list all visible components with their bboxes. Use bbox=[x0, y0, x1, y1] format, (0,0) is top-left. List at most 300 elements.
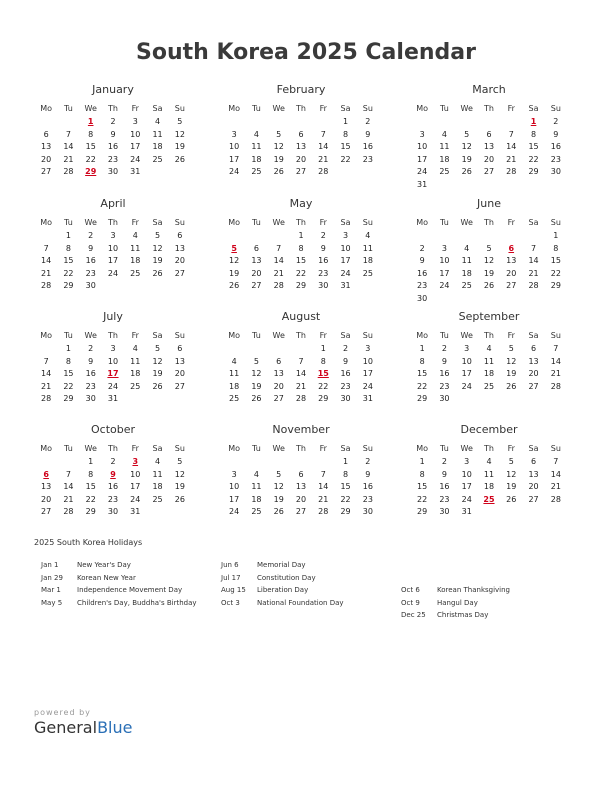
day-cell[interactable]: 22 bbox=[85, 494, 96, 504]
day-cell[interactable]: 26 bbox=[483, 281, 495, 290]
day-cell[interactable]: 11 bbox=[130, 243, 141, 253]
day-cell[interactable]: 11 bbox=[152, 129, 163, 139]
day-cell[interactable]: 31 bbox=[130, 167, 141, 176]
day-cell[interactable]: 6 bbox=[253, 243, 259, 253]
day-cell[interactable]: 15 bbox=[340, 142, 351, 151]
day-cell[interactable]: 9 bbox=[365, 129, 371, 139]
day-cell[interactable]: 16 bbox=[85, 256, 96, 265]
day-cell[interactable]: 13 bbox=[41, 482, 52, 491]
day-cell[interactable]: 28 bbox=[528, 281, 539, 290]
day-cell[interactable]: 10 bbox=[229, 142, 240, 151]
day-cell[interactable]: 12 bbox=[229, 256, 240, 265]
day-cell[interactable]: 12 bbox=[174, 469, 185, 479]
day-cell[interactable]: 25 bbox=[152, 154, 163, 164]
day-cell[interactable]: 19 bbox=[229, 268, 240, 278]
day-cell[interactable]: 3 bbox=[441, 243, 447, 253]
day-cell[interactable]: 16 bbox=[318, 256, 329, 265]
day-cell[interactable]: 28 bbox=[63, 507, 74, 516]
day-cell[interactable]: 30 bbox=[439, 394, 450, 403]
day-cell[interactable]: 9 bbox=[441, 469, 447, 479]
day-cell[interactable]: 21 bbox=[550, 369, 561, 378]
day-cell[interactable]: 29 bbox=[417, 394, 428, 403]
day-cell[interactable]: 3 bbox=[132, 117, 138, 126]
day-cell[interactable]: 13 bbox=[273, 369, 284, 378]
day-cell[interactable]: 8 bbox=[88, 469, 94, 479]
day-cell[interactable]: 23 bbox=[107, 494, 119, 504]
day-cell[interactable]: 27 bbox=[174, 268, 185, 278]
day-cell[interactable]: 30 bbox=[417, 293, 428, 303]
day-cell[interactable]: 22 bbox=[63, 381, 74, 391]
day-cell[interactable]: 28 bbox=[41, 394, 52, 403]
day-cell[interactable]: 23 bbox=[85, 268, 96, 278]
day-cell[interactable]: 6 bbox=[486, 129, 492, 139]
day-cell[interactable]: 18 bbox=[130, 369, 141, 378]
day-cell[interactable]: 25 bbox=[483, 381, 495, 391]
day-cell[interactable]: 10 bbox=[130, 469, 141, 479]
day-cell[interactable]: 3 bbox=[231, 129, 237, 139]
day-cell[interactable]: 29 bbox=[340, 507, 351, 516]
day-cell[interactable]: 20 bbox=[41, 494, 52, 504]
day-cell[interactable]: 22 bbox=[417, 494, 428, 504]
day-cell[interactable]: 11 bbox=[461, 256, 472, 265]
day-cell[interactable]: 23 bbox=[107, 154, 119, 164]
day-cell[interactable]: 30 bbox=[362, 507, 373, 516]
day-cell[interactable]: 26 bbox=[506, 381, 517, 391]
day-cell[interactable]: 17 bbox=[130, 482, 141, 491]
day-cell[interactable]: 11 bbox=[229, 369, 240, 378]
day-cell[interactable]: 19 bbox=[251, 381, 262, 391]
day-cell[interactable]: 21 bbox=[506, 154, 517, 164]
day-cell[interactable]: 14 bbox=[41, 256, 52, 265]
day-cell[interactable]: 12 bbox=[461, 142, 472, 151]
day-cell[interactable]: 20 bbox=[41, 154, 52, 164]
holiday-day-cell[interactable]: 1 bbox=[87, 117, 94, 126]
day-cell[interactable]: 30 bbox=[107, 507, 119, 516]
day-cell[interactable]: 26 bbox=[174, 154, 185, 164]
day-cell[interactable]: 20 bbox=[528, 482, 539, 491]
day-cell[interactable]: 26 bbox=[152, 268, 163, 278]
day-cell[interactable]: 23 bbox=[85, 381, 96, 391]
day-cell[interactable]: 21 bbox=[295, 381, 307, 391]
generalblue-logo[interactable] bbox=[34, 708, 132, 737]
day-cell[interactable]: 3 bbox=[365, 344, 371, 353]
day-cell[interactable]: 13 bbox=[528, 356, 539, 366]
day-cell[interactable]: 27 bbox=[174, 381, 185, 391]
day-cell[interactable]: 8 bbox=[419, 356, 425, 366]
day-cell[interactable]: 11 bbox=[251, 482, 262, 491]
holiday-day-cell[interactable]: 15 bbox=[317, 369, 329, 378]
day-cell[interactable]: 7 bbox=[531, 243, 537, 253]
day-cell[interactable]: 18 bbox=[483, 482, 495, 491]
day-cell[interactable]: 14 bbox=[63, 142, 74, 151]
day-cell[interactable]: 18 bbox=[152, 142, 163, 151]
day-cell[interactable]: 3 bbox=[343, 231, 349, 240]
day-cell[interactable]: 15 bbox=[63, 369, 74, 378]
holiday-day-cell[interactable]: 3 bbox=[132, 457, 139, 466]
day-cell[interactable]: 27 bbox=[295, 507, 307, 516]
day-cell[interactable]: 13 bbox=[295, 482, 307, 491]
day-cell[interactable]: 23 bbox=[318, 268, 329, 278]
day-cell[interactable]: 27 bbox=[251, 281, 262, 290]
day-cell[interactable]: 13 bbox=[528, 469, 539, 479]
day-cell[interactable]: 19 bbox=[461, 154, 472, 164]
day-cell[interactable]: 3 bbox=[110, 344, 116, 353]
day-cell[interactable]: 20 bbox=[174, 369, 185, 378]
day-cell[interactable]: 25 bbox=[439, 167, 450, 176]
day-cell[interactable]: 10 bbox=[107, 356, 119, 366]
day-cell[interactable]: 10 bbox=[461, 356, 472, 366]
day-cell[interactable]: 4 bbox=[365, 231, 371, 240]
day-cell[interactable]: 18 bbox=[461, 268, 472, 278]
day-cell[interactable]: 6 bbox=[43, 129, 49, 139]
day-cell[interactable]: 19 bbox=[483, 268, 495, 278]
day-cell[interactable]: 14 bbox=[318, 142, 329, 151]
day-cell[interactable]: 14 bbox=[273, 256, 284, 265]
day-cell[interactable]: 5 bbox=[486, 243, 492, 253]
day-cell[interactable]: 8 bbox=[65, 243, 71, 253]
day-cell[interactable]: 4 bbox=[231, 356, 237, 366]
day-cell[interactable]: 16 bbox=[362, 482, 373, 491]
day-cell[interactable]: 7 bbox=[43, 356, 49, 366]
day-cell[interactable]: 18 bbox=[439, 154, 450, 164]
day-cell[interactable]: 8 bbox=[320, 356, 326, 366]
day-cell[interactable]: 18 bbox=[362, 256, 373, 265]
day-cell[interactable]: 12 bbox=[174, 129, 185, 139]
day-cell[interactable]: 4 bbox=[132, 231, 138, 240]
day-cell[interactable]: 2 bbox=[365, 457, 371, 466]
day-cell[interactable]: 21 bbox=[273, 268, 284, 278]
day-cell[interactable]: 22 bbox=[295, 268, 307, 278]
day-cell[interactable]: 19 bbox=[174, 482, 185, 491]
day-cell[interactable]: 10 bbox=[461, 469, 472, 479]
day-cell[interactable]: 9 bbox=[343, 356, 349, 366]
day-cell[interactable]: 8 bbox=[298, 243, 304, 253]
day-cell[interactable]: 5 bbox=[155, 344, 161, 353]
day-cell[interactable]: 4 bbox=[464, 243, 470, 253]
day-cell[interactable]: 18 bbox=[229, 381, 240, 391]
day-cell[interactable]: 17 bbox=[461, 482, 472, 491]
day-cell[interactable]: 28 bbox=[318, 507, 329, 516]
day-cell[interactable]: 16 bbox=[439, 369, 450, 378]
day-cell[interactable]: 29 bbox=[528, 167, 539, 176]
day-cell[interactable]: 10 bbox=[439, 256, 450, 265]
day-cell[interactable]: 8 bbox=[419, 469, 425, 479]
day-cell[interactable]: 15 bbox=[85, 482, 96, 491]
day-cell[interactable]: 9 bbox=[88, 356, 94, 366]
holiday-day-cell[interactable]: 1 bbox=[530, 117, 537, 126]
day-cell[interactable]: 4 bbox=[155, 117, 161, 126]
day-cell[interactable]: 2 bbox=[365, 117, 371, 126]
day-cell[interactable]: 12 bbox=[251, 369, 262, 378]
day-cell[interactable]: 12 bbox=[506, 356, 517, 366]
day-cell[interactable]: 18 bbox=[152, 482, 163, 491]
day-cell[interactable]: 22 bbox=[528, 154, 539, 164]
day-cell[interactable]: 12 bbox=[152, 243, 163, 253]
day-cell[interactable]: 4 bbox=[132, 344, 138, 353]
day-cell[interactable]: 29 bbox=[85, 507, 96, 516]
holiday-day-cell[interactable]: 25 bbox=[483, 494, 495, 504]
day-cell[interactable]: 5 bbox=[177, 117, 183, 126]
day-cell[interactable]: 10 bbox=[340, 243, 351, 253]
day-cell[interactable]: 9 bbox=[88, 243, 94, 253]
day-cell[interactable]: 24 bbox=[417, 167, 428, 176]
day-cell[interactable]: 1 bbox=[419, 457, 425, 466]
day-cell[interactable]: 27 bbox=[41, 167, 52, 176]
day-cell[interactable]: 6 bbox=[177, 344, 183, 353]
day-cell[interactable]: 19 bbox=[506, 482, 517, 491]
holiday-day-cell[interactable]: 6 bbox=[43, 469, 49, 479]
day-cell[interactable]: 28 bbox=[550, 494, 561, 504]
day-cell[interactable]: 8 bbox=[531, 129, 537, 139]
day-cell[interactable]: 19 bbox=[174, 142, 185, 151]
day-cell[interactable]: 29 bbox=[63, 394, 74, 403]
holiday-day-cell[interactable]: 17 bbox=[107, 369, 119, 378]
day-cell[interactable]: 1 bbox=[65, 344, 71, 353]
day-cell[interactable]: 19 bbox=[506, 369, 517, 378]
day-cell[interactable]: 9 bbox=[419, 256, 425, 265]
day-cell[interactable]: 26 bbox=[251, 394, 262, 403]
day-cell[interactable]: 5 bbox=[253, 356, 259, 366]
day-cell[interactable]: 4 bbox=[441, 129, 447, 139]
day-cell[interactable]: 24 bbox=[130, 154, 141, 164]
day-cell[interactable]: 28 bbox=[506, 167, 517, 176]
day-cell[interactable]: 29 bbox=[295, 281, 307, 290]
day-cell[interactable]: 17 bbox=[417, 154, 428, 164]
day-cell[interactable]: 22 bbox=[85, 154, 96, 164]
day-cell[interactable]: 23 bbox=[439, 494, 450, 504]
day-cell[interactable]: 11 bbox=[483, 356, 495, 366]
day-cell[interactable]: 20 bbox=[174, 256, 185, 265]
holiday-day-cell[interactable]: 29 bbox=[85, 167, 97, 176]
day-cell[interactable]: 25 bbox=[362, 268, 373, 278]
day-cell[interactable]: 13 bbox=[41, 142, 52, 151]
day-cell[interactable]: 9 bbox=[365, 469, 371, 479]
day-cell[interactable]: 2 bbox=[441, 457, 447, 466]
holiday-day-cell[interactable]: 5 bbox=[231, 243, 237, 253]
day-cell[interactable]: 23 bbox=[439, 381, 450, 391]
day-cell[interactable]: 13 bbox=[174, 243, 185, 253]
day-cell[interactable]: 11 bbox=[439, 142, 450, 151]
day-cell[interactable]: 21 bbox=[528, 268, 539, 278]
day-cell[interactable]: 15 bbox=[85, 142, 96, 151]
day-cell[interactable]: 22 bbox=[318, 381, 329, 391]
day-cell[interactable]: 23 bbox=[362, 154, 373, 164]
day-cell[interactable]: 8 bbox=[343, 469, 349, 479]
day-cell[interactable]: 13 bbox=[251, 256, 262, 265]
day-cell[interactable]: 5 bbox=[508, 344, 514, 353]
day-cell[interactable]: 31 bbox=[107, 394, 119, 403]
day-cell[interactable]: 25 bbox=[130, 381, 141, 391]
day-cell[interactable]: 25 bbox=[251, 167, 262, 176]
day-cell[interactable]: 13 bbox=[483, 142, 495, 151]
day-cell[interactable]: 8 bbox=[88, 129, 94, 139]
day-cell[interactable]: 14 bbox=[550, 356, 561, 366]
day-cell[interactable]: 19 bbox=[152, 369, 163, 378]
day-cell[interactable]: 24 bbox=[229, 507, 240, 516]
day-cell[interactable]: 7 bbox=[508, 129, 514, 139]
day-cell[interactable]: 17 bbox=[362, 369, 373, 378]
day-cell[interactable]: 16 bbox=[340, 369, 351, 378]
day-cell[interactable]: 24 bbox=[461, 494, 472, 504]
day-cell[interactable]: 26 bbox=[461, 167, 472, 176]
day-cell[interactable]: 9 bbox=[441, 356, 447, 366]
day-cell[interactable]: 26 bbox=[174, 494, 185, 504]
day-cell[interactable]: 29 bbox=[417, 507, 428, 516]
day-cell[interactable]: 16 bbox=[362, 142, 373, 151]
day-cell[interactable]: 7 bbox=[276, 243, 282, 253]
day-cell[interactable]: 22 bbox=[340, 154, 351, 164]
day-cell[interactable]: 1 bbox=[65, 231, 71, 240]
day-cell[interactable]: 12 bbox=[483, 256, 495, 265]
day-cell[interactable]: 13 bbox=[174, 356, 185, 366]
day-cell[interactable]: 24 bbox=[107, 268, 119, 278]
day-cell[interactable]: 5 bbox=[464, 129, 470, 139]
day-cell[interactable]: 7 bbox=[553, 457, 559, 466]
day-cell[interactable]: 26 bbox=[152, 381, 163, 391]
day-cell[interactable]: 4 bbox=[155, 457, 161, 466]
day-cell[interactable]: 17 bbox=[229, 154, 240, 164]
day-cell[interactable]: 22 bbox=[340, 494, 351, 504]
day-cell[interactable]: 24 bbox=[439, 281, 450, 290]
day-cell[interactable]: 30 bbox=[550, 167, 561, 176]
day-cell[interactable]: 29 bbox=[318, 394, 329, 403]
holiday-day-cell[interactable]: 9 bbox=[110, 469, 116, 479]
day-cell[interactable]: 17 bbox=[340, 256, 351, 265]
day-cell[interactable]: 18 bbox=[483, 369, 495, 378]
day-cell[interactable]: 7 bbox=[320, 469, 326, 479]
day-cell[interactable]: 5 bbox=[276, 129, 282, 139]
day-cell[interactable]: 14 bbox=[318, 482, 329, 491]
day-cell[interactable]: 22 bbox=[417, 381, 428, 391]
day-cell[interactable]: 4 bbox=[253, 469, 259, 479]
day-cell[interactable]: 27 bbox=[273, 394, 284, 403]
day-cell[interactable]: 26 bbox=[229, 281, 240, 290]
day-cell[interactable]: 23 bbox=[362, 494, 373, 504]
day-cell[interactable]: 8 bbox=[553, 243, 559, 253]
day-cell[interactable]: 6 bbox=[531, 457, 537, 466]
day-cell[interactable]: 7 bbox=[65, 469, 71, 479]
holiday-day-cell[interactable]: 6 bbox=[508, 243, 515, 253]
day-cell[interactable]: 16 bbox=[439, 482, 450, 491]
day-cell[interactable]: 2 bbox=[441, 344, 447, 353]
day-cell[interactable]: 18 bbox=[251, 494, 262, 504]
day-cell[interactable]: 25 bbox=[229, 394, 240, 403]
day-cell[interactable]: 5 bbox=[177, 457, 183, 466]
day-cell[interactable]: 14 bbox=[506, 142, 517, 151]
day-cell[interactable]: 30 bbox=[85, 281, 96, 290]
day-cell[interactable]: 1 bbox=[553, 231, 559, 240]
day-cell[interactable]: 2 bbox=[88, 231, 94, 240]
day-cell[interactable]: 17 bbox=[461, 369, 472, 378]
day-cell[interactable]: 27 bbox=[506, 281, 517, 290]
day-cell[interactable]: 28 bbox=[318, 167, 329, 176]
day-cell[interactable]: 19 bbox=[273, 494, 284, 504]
day-cell[interactable]: 19 bbox=[152, 256, 163, 265]
day-cell[interactable]: 1 bbox=[298, 231, 304, 240]
day-cell[interactable]: 28 bbox=[273, 281, 284, 290]
day-cell[interactable]: 20 bbox=[295, 154, 307, 164]
day-cell[interactable]: 21 bbox=[550, 482, 561, 491]
day-cell[interactable]: 29 bbox=[63, 281, 74, 290]
day-cell[interactable]: 25 bbox=[251, 507, 262, 516]
day-cell[interactable]: 17 bbox=[107, 256, 119, 265]
day-cell[interactable]: 10 bbox=[362, 356, 373, 366]
day-cell[interactable]: 4 bbox=[253, 129, 259, 139]
day-cell[interactable]: 28 bbox=[63, 167, 74, 176]
day-cell[interactable]: 15 bbox=[417, 482, 428, 491]
day-cell[interactable]: 25 bbox=[461, 281, 472, 290]
day-cell[interactable]: 14 bbox=[528, 256, 539, 265]
day-cell[interactable]: 24 bbox=[340, 268, 351, 278]
day-cell[interactable]: 16 bbox=[107, 482, 119, 491]
day-cell[interactable]: 24 bbox=[130, 494, 141, 504]
day-cell[interactable]: 1 bbox=[343, 457, 349, 466]
day-cell[interactable]: 27 bbox=[528, 494, 539, 504]
day-cell[interactable]: 10 bbox=[130, 129, 141, 139]
day-cell[interactable]: 13 bbox=[506, 256, 517, 265]
day-cell[interactable]: 23 bbox=[340, 381, 351, 391]
day-cell[interactable]: 2 bbox=[110, 457, 116, 466]
day-cell[interactable]: 8 bbox=[343, 129, 349, 139]
day-cell[interactable]: 4 bbox=[486, 457, 492, 466]
day-cell[interactable]: 9 bbox=[110, 129, 116, 139]
day-cell[interactable]: 11 bbox=[152, 469, 163, 479]
day-cell[interactable]: 11 bbox=[251, 142, 262, 151]
day-cell[interactable]: 9 bbox=[320, 243, 326, 253]
day-cell[interactable]: 28 bbox=[550, 381, 561, 391]
day-cell[interactable]: 10 bbox=[417, 142, 428, 151]
day-cell[interactable]: 11 bbox=[483, 469, 495, 479]
day-cell[interactable]: 2 bbox=[88, 344, 94, 353]
day-cell[interactable]: 20 bbox=[273, 381, 284, 391]
day-cell[interactable]: 15 bbox=[295, 256, 307, 265]
day-cell[interactable]: 17 bbox=[439, 268, 450, 278]
day-cell[interactable]: 30 bbox=[85, 394, 96, 403]
day-cell[interactable]: 24 bbox=[362, 381, 373, 391]
day-cell[interactable]: 12 bbox=[273, 142, 284, 151]
day-cell[interactable]: 7 bbox=[65, 129, 71, 139]
day-cell[interactable]: 27 bbox=[41, 507, 52, 516]
day-cell[interactable]: 4 bbox=[486, 344, 492, 353]
day-cell[interactable]: 6 bbox=[177, 231, 183, 240]
day-cell[interactable]: 10 bbox=[229, 482, 240, 491]
day-cell[interactable]: 1 bbox=[343, 117, 349, 126]
day-cell[interactable]: 26 bbox=[506, 494, 517, 504]
day-cell[interactable]: 15 bbox=[550, 256, 561, 265]
day-cell[interactable]: 16 bbox=[417, 268, 428, 278]
day-cell[interactable]: 15 bbox=[528, 142, 539, 151]
day-cell[interactable]: 12 bbox=[152, 356, 163, 366]
day-cell[interactable]: 23 bbox=[417, 281, 428, 290]
day-cell[interactable]: 31 bbox=[461, 507, 472, 516]
day-cell[interactable]: 27 bbox=[528, 381, 539, 391]
day-cell[interactable]: 2 bbox=[343, 344, 349, 353]
day-cell[interactable]: 20 bbox=[506, 268, 517, 278]
day-cell[interactable]: 24 bbox=[461, 381, 472, 391]
day-cell[interactable]: 2 bbox=[419, 243, 425, 253]
day-cell[interactable]: 14 bbox=[550, 469, 561, 479]
day-cell[interactable]: 3 bbox=[110, 231, 116, 240]
day-cell[interactable]: 28 bbox=[295, 394, 307, 403]
day-cell[interactable]: 7 bbox=[553, 344, 559, 353]
day-cell[interactable]: 20 bbox=[251, 268, 262, 278]
day-cell[interactable]: 3 bbox=[464, 344, 470, 353]
day-cell[interactable]: 14 bbox=[41, 369, 52, 378]
day-cell[interactable]: 20 bbox=[295, 494, 307, 504]
day-cell[interactable]: 30 bbox=[340, 394, 351, 403]
day-cell[interactable]: 21 bbox=[63, 154, 74, 164]
day-cell[interactable]: 19 bbox=[273, 154, 284, 164]
